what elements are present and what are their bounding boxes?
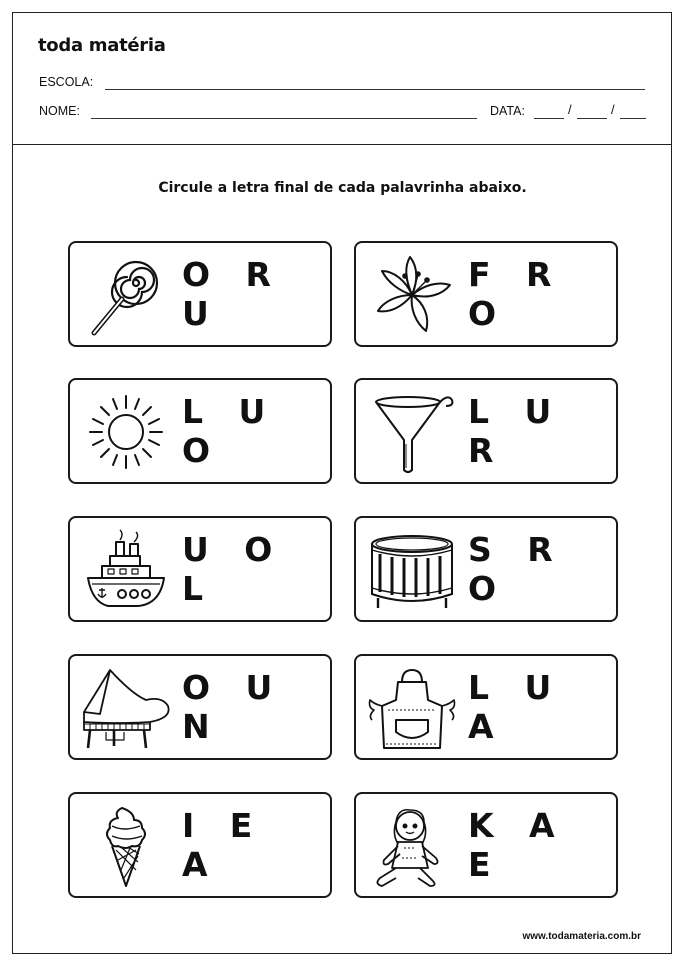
word-card-lollipop [68,241,332,347]
word-card-sun [68,378,332,484]
word-card-doll [354,792,618,898]
word-card-drum [354,516,618,622]
piano-icon [80,666,172,750]
word-card-apron [354,654,618,760]
flower-icon [366,253,458,337]
footer-url[interactable]: www.todamateria.com.br [522,931,641,942]
card-letters[interactable]: S R O [468,530,565,608]
doll-icon [366,804,458,888]
funnel-icon [366,390,458,474]
drum-icon [366,528,458,612]
header [13,13,671,145]
word-card-flower [354,241,618,347]
date-month-field[interactable] [577,118,607,119]
date-day-field[interactable] [534,118,564,119]
card-letters[interactable]: L U R [468,392,564,470]
ice-cream-icon [80,804,172,888]
card-letters[interactable]: L U O [182,392,278,470]
card-letters[interactable]: K A E [468,806,567,884]
card-letters[interactable]: U O L [182,530,285,608]
lollipop-icon [80,253,172,337]
school-label: ESCOLA: [39,75,94,89]
date-year-field[interactable] [620,118,646,119]
name-label: NOME: [39,104,80,118]
school-field[interactable] [105,89,645,90]
card-letters[interactable]: O U N [182,668,285,746]
card-letters[interactable]: I E A [182,806,265,884]
word-card-funnel [354,378,618,484]
name-field[interactable] [91,118,477,119]
sun-icon [80,390,172,474]
word-card-ship [68,516,332,622]
word-card-ice-cream [68,792,332,898]
brand-logo: toda matéria [38,35,166,56]
date-label: DATA: [490,104,525,118]
date-separator: / [611,102,615,117]
date-separator: / [568,102,572,117]
card-letters[interactable]: F R O [468,255,564,333]
card-letters[interactable]: O R U [182,255,283,333]
instruction-text: Circule a letra final de cada palavrinha abaixo. [158,180,527,196]
word-card-piano [68,654,332,760]
apron-icon [366,666,458,750]
card-letters[interactable]: L U A [468,668,564,746]
ship-icon [80,528,172,612]
